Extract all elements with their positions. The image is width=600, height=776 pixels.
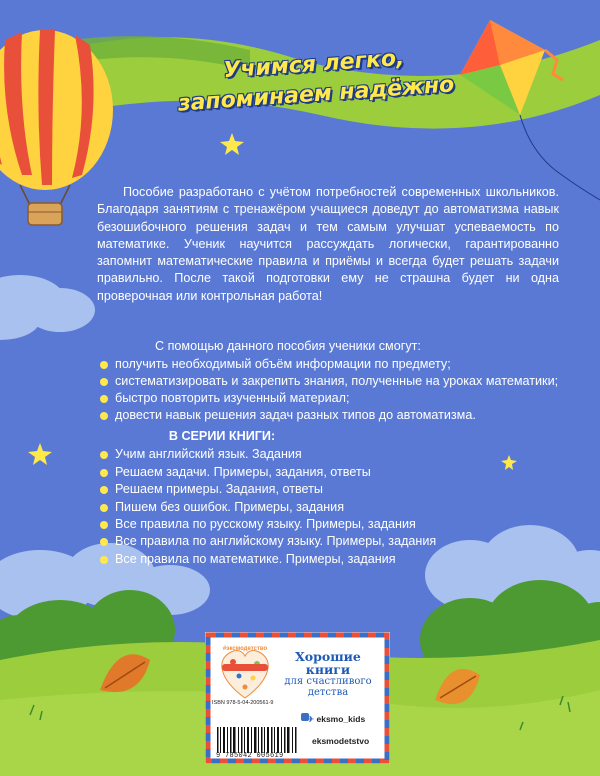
series-section — [97, 428, 497, 568]
series-list — [97, 446, 497, 568]
benefits-section — [97, 338, 559, 424]
star-top — [220, 133, 244, 155]
cloud-left — [0, 275, 95, 340]
list-item: Все правила по математике. Примеры, задания — [97, 551, 497, 568]
slogan-line-2: детства — [307, 687, 349, 698]
list-item: Все правила по английскому языку. Примеры, задания — [97, 533, 497, 550]
bullet-icon — [100, 486, 108, 494]
bullet-icon — [100, 361, 108, 369]
slogan-line-1: для счастливого — [284, 676, 372, 687]
series-heading: В СЕРИИ КНИГИ: — [168, 429, 276, 443]
bullet-icon — [100, 556, 108, 564]
publisher-slogan — [278, 650, 378, 698]
list-item: довести навык решения задач разных типов до автоматизма. — [97, 407, 559, 424]
bullet-icon — [100, 412, 108, 420]
bullet-icon — [100, 378, 108, 386]
list-item: Все правила по русскому языку. Примеры, задания — [97, 516, 497, 533]
barcode-number: 9 785042 005619 — [216, 752, 284, 760]
list-item: Решаем примеры. Задания, ответы — [97, 481, 497, 498]
bullet-icon — [100, 504, 108, 512]
benefits-lead: С помощью данного пособия ученики смогут: — [155, 339, 421, 353]
list-item: быстро повторить изученный материал; — [97, 390, 559, 407]
isbn-text: ISBN 978-5-04-200561-9 — [212, 700, 274, 706]
site-handle: eksmodetstvo — [312, 736, 370, 746]
slogan-bold: Хорошие книги — [295, 649, 361, 677]
social-handle: ✈ eksmo_kids — [307, 714, 366, 724]
list-item: Пишем без ошибок. Примеры, задания — [97, 499, 497, 516]
bullet-icon — [100, 469, 108, 477]
benefits-list — [97, 356, 559, 424]
title-line-1: Учимся легко, — [222, 45, 406, 84]
bullet-icon — [100, 395, 108, 403]
eksmo-logo-text: #эксмодетство — [222, 646, 268, 652]
star-right — [501, 455, 517, 470]
list-item: Решаем задачи. Примеры, задания, ответы — [97, 464, 497, 481]
intro-paragraph: Пособие разработано с учётом потребностей современных школьников. Благодаря занятиям с тренажёром учащиеся доведут до автоматизма навык безошибочного решения задач и тем самым улучшат успеваемость по математике. Ученик научится рассуждать логически, гарантированно запомнит математические правила и приёмы и всегда будет решать задачи правильно. После такой подготовки ему не страшна будет ни одна проверочная или контрольная работа! — [97, 185, 559, 303]
list-item: получить необходимый объём информации по предмету; — [97, 356, 559, 373]
bullet-icon — [100, 521, 108, 529]
title-line-2: запоминаем надёжно — [177, 72, 455, 117]
bullet-icon — [100, 538, 108, 546]
bullet-icon — [100, 451, 108, 459]
list-item: Учим английский язык. Задания — [97, 446, 497, 463]
list-item: систематизировать и закрепить знания, полученные на уроках математики; — [97, 373, 559, 390]
telegram-icon: ✈ — [307, 714, 315, 724]
star-left — [28, 443, 52, 465]
